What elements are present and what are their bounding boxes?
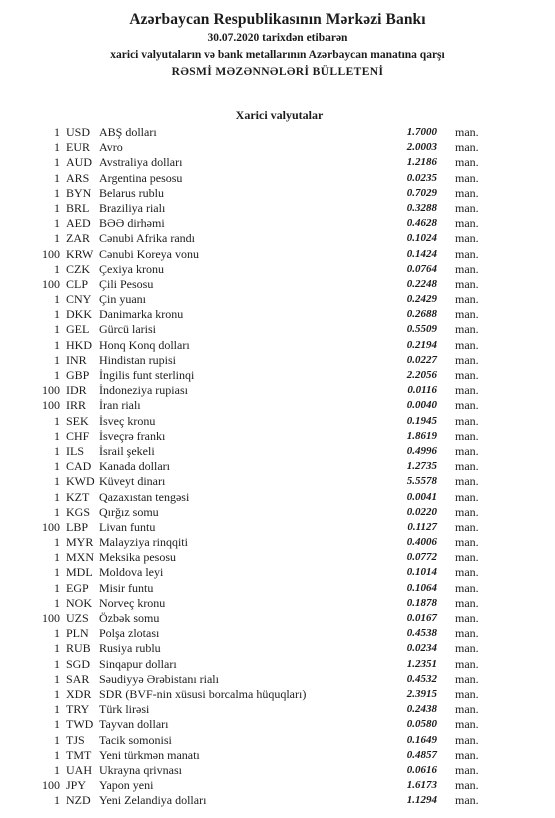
currency-code: TMT bbox=[66, 747, 92, 762]
rate-unit: man. bbox=[455, 656, 479, 671]
rate-unit: man. bbox=[455, 732, 479, 747]
rate-row bbox=[0, 383, 555, 398]
currency-code: CNY bbox=[66, 292, 92, 307]
rate-nominal: 1 bbox=[54, 352, 60, 367]
rate-nominal: 1 bbox=[54, 489, 60, 504]
currency-name: Səudiyyə Ərəbistanı rialı bbox=[99, 671, 219, 686]
rate-row bbox=[0, 520, 555, 535]
currency-name: Ukrayna qrivnası bbox=[99, 762, 182, 777]
rate-value: 0.2194 bbox=[406, 338, 437, 351]
currency-name: Malayziya rinqqiti bbox=[99, 535, 188, 550]
rate-value: 0.1878 bbox=[406, 596, 437, 609]
rate-nominal: 1 bbox=[54, 170, 60, 185]
currency-code: AED bbox=[66, 216, 91, 231]
rate-nominal: 100 bbox=[42, 778, 60, 793]
currency-code: EUR bbox=[66, 140, 90, 155]
rate-nominal: 1 bbox=[54, 686, 60, 701]
rate-row bbox=[0, 459, 555, 474]
rate-value: 5.5578 bbox=[406, 475, 437, 488]
currency-name: Avstraliya dolları bbox=[99, 155, 183, 170]
rate-unit: man. bbox=[455, 307, 479, 322]
rate-value: 0.2429 bbox=[406, 293, 437, 306]
currency-name: Türk lirəsi bbox=[99, 702, 150, 717]
rate-unit: man. bbox=[455, 565, 479, 580]
rate-row bbox=[0, 733, 555, 748]
rate-row bbox=[0, 155, 555, 170]
rate-row bbox=[0, 596, 555, 611]
rate-unit: man. bbox=[455, 519, 479, 534]
currency-name: Hindistan rupisi bbox=[99, 352, 176, 367]
currency-code: MXN bbox=[66, 550, 95, 565]
bank-title: Azərbaycan Respublikasının Mərkəzi Bankı bbox=[129, 11, 426, 28]
rate-value: 0.2438 bbox=[406, 703, 437, 716]
rate-nominal: 1 bbox=[54, 474, 60, 489]
rate-nominal: 1 bbox=[54, 428, 60, 443]
rate-row bbox=[0, 171, 555, 186]
rate-value: 1.2186 bbox=[406, 156, 437, 169]
rate-unit: man. bbox=[455, 428, 479, 443]
currency-name: Cənubi Afrika randı bbox=[99, 231, 195, 246]
rate-row bbox=[0, 550, 555, 565]
currency-name: Polşa zlotası bbox=[99, 626, 160, 641]
rate-row bbox=[0, 672, 555, 687]
rate-row bbox=[0, 581, 555, 596]
currency-code: SEK bbox=[66, 413, 89, 428]
currency-code: JPY bbox=[66, 778, 87, 793]
currency-code: KZT bbox=[66, 489, 90, 504]
currency-name: Avro bbox=[99, 140, 123, 155]
rate-row bbox=[0, 307, 555, 322]
currency-name: BƏƏ dirhəmi bbox=[99, 216, 165, 231]
rate-value: 0.3288 bbox=[406, 201, 437, 214]
currency-name: Kanada dolları bbox=[99, 459, 170, 474]
rate-value: 0.1127 bbox=[407, 520, 437, 533]
rate-nominal: 1 bbox=[54, 702, 60, 717]
rate-row bbox=[0, 611, 555, 626]
rates-table bbox=[0, 125, 555, 808]
rate-nominal: 1 bbox=[54, 292, 60, 307]
rate-row bbox=[0, 429, 555, 444]
rate-row bbox=[0, 201, 555, 216]
rate-nominal: 1 bbox=[54, 595, 60, 610]
currency-name: Meksika pesosu bbox=[99, 550, 176, 565]
currency-name: İsveç kronu bbox=[99, 413, 156, 428]
rate-unit: man. bbox=[455, 322, 479, 337]
rate-unit: man. bbox=[455, 686, 479, 701]
rate-nominal: 1 bbox=[54, 322, 60, 337]
currency-code: IRR bbox=[66, 398, 87, 413]
rate-row bbox=[0, 322, 555, 337]
rate-row bbox=[0, 231, 555, 246]
currency-name: Rusiya rublu bbox=[99, 641, 161, 656]
rate-nominal: 1 bbox=[54, 626, 60, 641]
rate-unit: man. bbox=[455, 216, 479, 231]
currency-name: Özbək somu bbox=[99, 611, 160, 625]
rate-row bbox=[0, 793, 555, 808]
currency-code: GBP bbox=[66, 368, 90, 382]
rate-unit: man. bbox=[455, 398, 479, 413]
rate-row bbox=[0, 444, 555, 459]
currency-code: LBP bbox=[66, 519, 89, 534]
currency-code: CHF bbox=[66, 428, 90, 443]
rate-value: 0.4628 bbox=[406, 217, 437, 230]
currency-code: TJS bbox=[66, 732, 85, 747]
currency-name: İngilis funt sterlinqi bbox=[99, 368, 195, 382]
currency-name: Gürcü larisi bbox=[99, 322, 156, 337]
rate-value: 0.1024 bbox=[406, 232, 437, 245]
currency-code: BYN bbox=[66, 185, 92, 200]
currency-name: Küveyt dinarı bbox=[99, 474, 166, 489]
rate-row bbox=[0, 398, 555, 413]
rate-value: 0.0220 bbox=[406, 505, 437, 518]
currency-name: Danimarka kronu bbox=[99, 307, 184, 322]
rate-unit: man. bbox=[455, 276, 479, 291]
rate-value: 0.0227 bbox=[406, 353, 437, 366]
effective-date: 30.07.2020 tarixdən etibarən bbox=[207, 32, 348, 44]
currency-code: SGD bbox=[66, 656, 91, 671]
rate-nominal: 1 bbox=[54, 793, 60, 808]
rate-value: 1.8619 bbox=[406, 429, 437, 442]
rate-nominal: 1 bbox=[54, 216, 60, 231]
rate-value: 0.4006 bbox=[406, 536, 437, 549]
rate-row bbox=[0, 125, 555, 140]
rate-value: 0.4532 bbox=[406, 672, 437, 685]
rate-unit: man. bbox=[455, 383, 479, 398]
currency-name: Argentina pesosu bbox=[99, 170, 183, 185]
currency-code: HKD bbox=[66, 337, 92, 352]
rate-value: 0.1424 bbox=[406, 247, 437, 260]
rate-value: 1.1294 bbox=[406, 794, 437, 807]
currency-code: ZAR bbox=[66, 231, 90, 246]
rate-nominal: 100 bbox=[42, 398, 60, 413]
section-title: Xarici valyutalar bbox=[235, 108, 324, 122]
currency-code: KRW bbox=[66, 246, 94, 261]
rate-row bbox=[0, 186, 555, 201]
rate-row bbox=[0, 490, 555, 505]
rate-row bbox=[0, 292, 555, 307]
currency-code: KGS bbox=[66, 504, 91, 519]
currency-name: Livan funtu bbox=[99, 519, 156, 534]
rate-value: 0.5509 bbox=[406, 323, 437, 336]
currency-name: SDR (BVF-nin xüsusi borcalma hüquqları) bbox=[99, 686, 307, 701]
rate-nominal: 100 bbox=[42, 276, 60, 291]
rate-row bbox=[0, 657, 555, 672]
rate-nominal: 1 bbox=[54, 732, 60, 747]
currency-name: Çili Pesosu bbox=[99, 276, 154, 291]
currency-code: XDR bbox=[66, 686, 92, 701]
rate-unit: man. bbox=[455, 170, 479, 185]
currency-code: DKK bbox=[66, 307, 92, 322]
rate-value: 0.1945 bbox=[406, 414, 437, 427]
currency-code: TRY bbox=[66, 702, 90, 717]
rate-value: 2.3915 bbox=[406, 687, 437, 700]
currency-name: İran rialı bbox=[99, 398, 141, 413]
rate-row bbox=[0, 338, 555, 353]
currency-code: ARS bbox=[66, 170, 90, 185]
rate-value: 0.1014 bbox=[406, 566, 437, 579]
rate-value: 0.0235 bbox=[406, 171, 437, 184]
document-subtitle: xarici valyutaların və bank metallarının Azərbaycan manatına qarşı bbox=[110, 49, 445, 61]
rate-unit: man. bbox=[455, 747, 479, 762]
currency-code: MDL bbox=[66, 565, 93, 580]
currency-code: RUB bbox=[66, 641, 91, 656]
rate-unit: man. bbox=[455, 702, 479, 717]
rate-unit: man. bbox=[455, 550, 479, 565]
rate-value: 0.0580 bbox=[406, 718, 437, 731]
currency-code: SAR bbox=[66, 671, 90, 686]
rate-unit: man. bbox=[455, 155, 479, 170]
rate-nominal: 1 bbox=[54, 550, 60, 565]
rate-nominal: 1 bbox=[54, 200, 60, 215]
rate-nominal: 100 bbox=[42, 611, 60, 625]
rate-value: 0.0167 bbox=[406, 612, 437, 624]
rate-nominal: 1 bbox=[54, 641, 60, 656]
rate-value: 1.2351 bbox=[406, 657, 437, 670]
rate-value: 0.0772 bbox=[406, 551, 437, 564]
rate-unit: man. bbox=[455, 504, 479, 519]
rate-value: 0.0041 bbox=[406, 490, 437, 503]
currency-code: PLN bbox=[66, 626, 89, 641]
rate-unit: man. bbox=[455, 641, 479, 656]
currency-code: CZK bbox=[66, 261, 90, 276]
rate-unit: man. bbox=[455, 246, 479, 261]
rate-row bbox=[0, 368, 555, 383]
currency-name: Çexiya kronu bbox=[99, 261, 164, 276]
rate-unit: man. bbox=[455, 762, 479, 777]
rate-row bbox=[0, 565, 555, 580]
currency-name: Yeni Zelandiya dolları bbox=[99, 793, 207, 808]
rate-row bbox=[0, 626, 555, 641]
currency-name: Qırğız somu bbox=[99, 504, 159, 519]
rate-unit: man. bbox=[455, 626, 479, 641]
currency-name: İsrail şekeli bbox=[99, 443, 155, 458]
currency-name: Qazaxıstan tengəsi bbox=[99, 489, 190, 504]
rate-nominal: 1 bbox=[54, 656, 60, 671]
rate-value: 0.2688 bbox=[406, 308, 437, 321]
rate-row bbox=[0, 641, 555, 656]
currency-code: EGP bbox=[66, 580, 89, 595]
currency-name: Honq Konq dolları bbox=[99, 337, 190, 352]
rate-value: 1.7000 bbox=[406, 126, 437, 138]
rate-row bbox=[0, 216, 555, 231]
rate-nominal: 1 bbox=[54, 155, 60, 170]
rate-row bbox=[0, 748, 555, 763]
currency-code: CAD bbox=[66, 459, 92, 474]
rate-value: 0.1649 bbox=[406, 733, 437, 746]
rate-row bbox=[0, 140, 555, 155]
currency-name: ABŞ dolları bbox=[99, 125, 157, 139]
rate-nominal: 1 bbox=[54, 717, 60, 732]
rate-nominal: 100 bbox=[42, 246, 60, 261]
currency-code: CLP bbox=[66, 276, 89, 291]
rate-nominal: 1 bbox=[54, 125, 60, 139]
rate-unit: man. bbox=[455, 474, 479, 489]
currency-name: Misir funtu bbox=[99, 580, 154, 595]
rate-row bbox=[0, 778, 555, 793]
rate-row bbox=[0, 763, 555, 778]
currency-code: UAH bbox=[66, 762, 92, 777]
rate-value: 0.4857 bbox=[406, 748, 437, 761]
currency-code: BRL bbox=[66, 200, 90, 215]
rate-row bbox=[0, 687, 555, 702]
currency-code: UZS bbox=[66, 611, 89, 625]
rate-unit: man. bbox=[455, 140, 479, 155]
rate-unit: man. bbox=[455, 580, 479, 595]
currency-name: Tacik somonisi bbox=[99, 732, 172, 747]
rate-nominal: 1 bbox=[54, 747, 60, 762]
rate-row bbox=[0, 247, 555, 262]
currency-code: GEL bbox=[66, 322, 90, 337]
rate-unit: man. bbox=[455, 535, 479, 550]
rate-nominal: 1 bbox=[54, 443, 60, 458]
rate-value: 1.2735 bbox=[406, 460, 437, 473]
currency-code: ILS bbox=[66, 443, 84, 458]
currency-code: USD bbox=[66, 125, 91, 139]
rate-nominal: 1 bbox=[54, 535, 60, 550]
rate-nominal: 1 bbox=[54, 580, 60, 595]
rate-unit: man. bbox=[455, 292, 479, 307]
rate-unit: man. bbox=[455, 368, 479, 382]
currency-name: İsveçrə frankı bbox=[99, 428, 166, 443]
rate-row bbox=[0, 702, 555, 717]
currency-name: Norveç kronu bbox=[99, 595, 166, 610]
rate-row bbox=[0, 353, 555, 368]
rate-nominal: 1 bbox=[54, 413, 60, 428]
rate-nominal: 1 bbox=[54, 337, 60, 352]
rate-value: 0.2248 bbox=[406, 277, 437, 290]
rate-unit: man. bbox=[455, 717, 479, 732]
rate-unit: man. bbox=[455, 261, 479, 276]
currency-name: Çin yuanı bbox=[99, 292, 146, 307]
rate-unit: man. bbox=[455, 459, 479, 474]
currency-name: Belarus rublu bbox=[99, 185, 164, 200]
currency-code: AUD bbox=[66, 155, 92, 170]
rate-nominal: 1 bbox=[54, 504, 60, 519]
rate-unit: man. bbox=[455, 413, 479, 428]
currency-name: Sinqapur dolları bbox=[99, 656, 177, 671]
rate-unit: man. bbox=[455, 200, 479, 215]
rate-unit: man. bbox=[455, 611, 479, 625]
rate-nominal: 1 bbox=[54, 140, 60, 155]
currency-name: Tayvan dolları bbox=[99, 717, 169, 732]
rate-unit: man. bbox=[455, 671, 479, 686]
currency-name: Cənubi Koreya vonu bbox=[99, 246, 199, 261]
document-header bbox=[0, 10, 555, 81]
rate-value: 1.6173 bbox=[406, 779, 437, 792]
rate-nominal: 1 bbox=[54, 762, 60, 777]
currency-code: INR bbox=[66, 352, 87, 367]
rate-value: 0.4996 bbox=[406, 444, 437, 457]
rate-value: 2.2056 bbox=[406, 369, 437, 381]
bulletin-title: RƏSMİ MƏZƏNNƏLƏRİ BÜLLETENİ bbox=[171, 66, 384, 78]
rate-unit: man. bbox=[455, 443, 479, 458]
rate-unit: man. bbox=[455, 489, 479, 504]
rate-row bbox=[0, 535, 555, 550]
rate-unit: man. bbox=[455, 185, 479, 200]
rate-nominal: 1 bbox=[54, 231, 60, 246]
currency-code: MYR bbox=[66, 535, 94, 550]
rate-unit: man. bbox=[455, 352, 479, 367]
rate-value: 2.0003 bbox=[406, 141, 437, 154]
currency-code: NOK bbox=[66, 595, 92, 610]
rate-value: 0.0764 bbox=[406, 262, 437, 275]
rate-value: 0.7029 bbox=[406, 186, 437, 199]
rate-row bbox=[0, 277, 555, 292]
rate-row bbox=[0, 414, 555, 429]
rate-value: 0.0616 bbox=[406, 763, 437, 776]
rate-row bbox=[0, 262, 555, 277]
rate-value: 0.1064 bbox=[406, 581, 437, 594]
rate-row bbox=[0, 474, 555, 489]
rate-value: 0.4538 bbox=[406, 627, 437, 640]
currency-code: KWD bbox=[66, 474, 95, 489]
currency-name: Braziliya rialı bbox=[99, 200, 166, 215]
currency-code: TWD bbox=[66, 717, 94, 732]
rate-nominal: 1 bbox=[54, 261, 60, 276]
currency-name: İndoneziya rupiası bbox=[99, 383, 188, 398]
currency-code: NZD bbox=[66, 793, 91, 808]
rate-nominal: 1 bbox=[54, 307, 60, 322]
rate-value: 0.0234 bbox=[406, 642, 437, 655]
rate-nominal: 1 bbox=[54, 185, 60, 200]
rate-nominal: 1 bbox=[54, 368, 60, 382]
rate-nominal: 1 bbox=[54, 459, 60, 474]
rate-nominal: 1 bbox=[54, 671, 60, 686]
currency-name: Yeni türkmən manatı bbox=[99, 747, 200, 762]
rate-row bbox=[0, 717, 555, 732]
rate-unit: man. bbox=[455, 778, 479, 793]
currency-name: Moldova leyi bbox=[99, 565, 164, 580]
rate-nominal: 100 bbox=[42, 519, 60, 534]
rate-unit: man. bbox=[455, 595, 479, 610]
rate-nominal: 1 bbox=[54, 565, 60, 580]
rate-value: 0.0116 bbox=[407, 384, 437, 397]
rate-value: 0.0040 bbox=[406, 399, 437, 412]
rate-unit: man. bbox=[455, 231, 479, 246]
rate-nominal: 100 bbox=[42, 383, 60, 398]
currency-name: Yapon yeni bbox=[99, 778, 154, 793]
currency-code: IDR bbox=[66, 383, 87, 398]
rate-row bbox=[0, 505, 555, 520]
rate-unit: man. bbox=[455, 793, 479, 808]
rate-unit: man. bbox=[455, 337, 479, 352]
rate-unit: man. bbox=[455, 125, 479, 139]
